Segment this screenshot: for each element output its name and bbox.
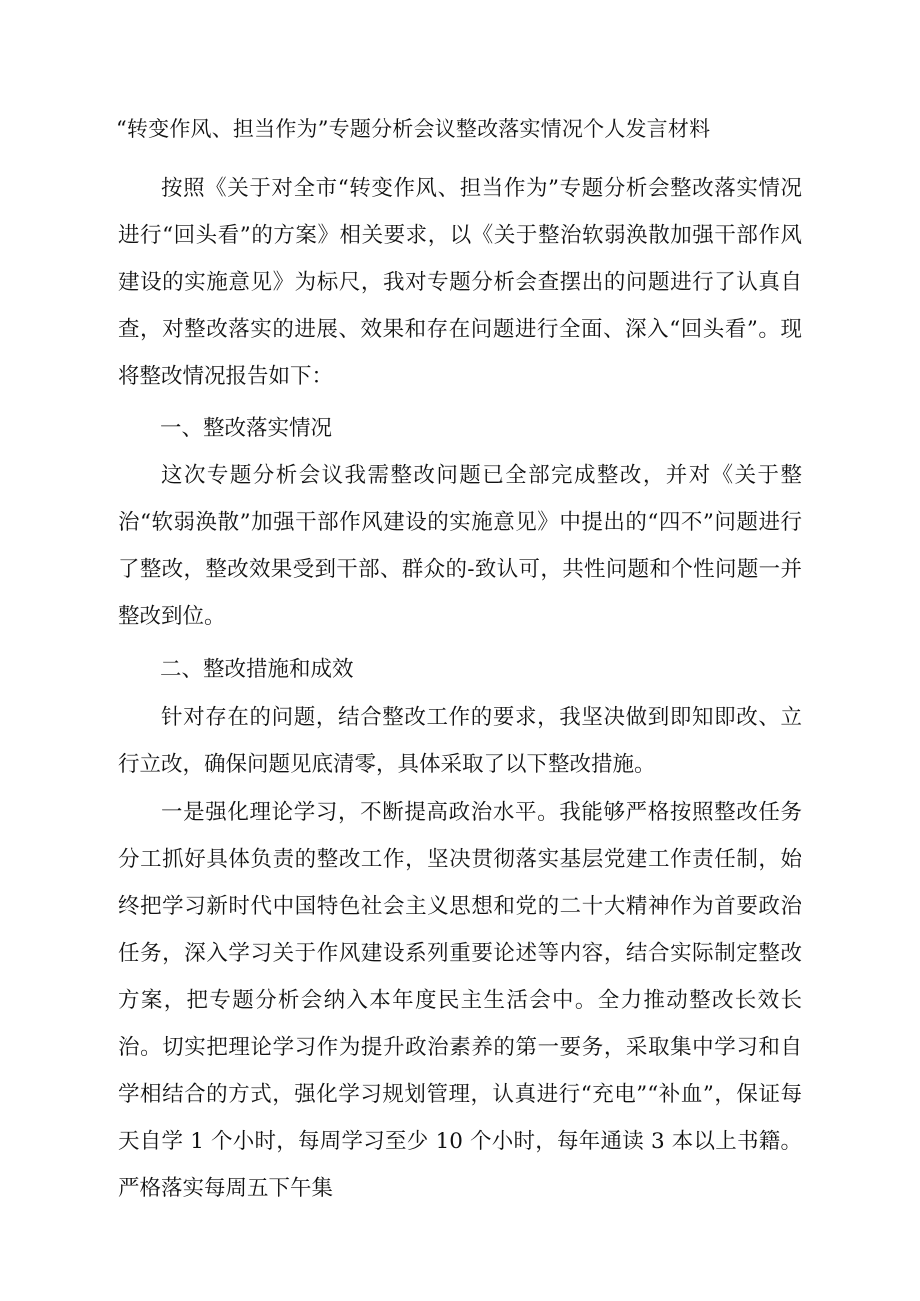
section-heading-1: 一、整改落实情况 (160, 416, 333, 441)
section-heading-2: 二、整改措施和成效 (160, 657, 354, 682)
document-title: “转变作风、担当作为”专题分析会议整改落实情况个人发言材料 (116, 117, 711, 141)
paragraph-measure-1: 一是强化理论学习，不断提高政治水平。我能够严格按照整改任务分工抓好具体负责的整改工作，坚决贯彻落实基层党建工作责任制，始终把学习新时代中国特色社会主义思想和党的二十大精神作为首要政治任务，深入学习关于作风建设系列重要论述等内容，结合实际制定整改方案，把专题分析会纳入本年度民主生活会中。全力推动整改长效长治。切实把理论学习作为提升政治素养的第一要务，采取集中学习和自学相结合的方式，强化学习规划管理，认真进行“充电”“补血”，保证每天自学 1 个小时，每周学习至少 10 个小时，每年通读 3 本以上书籍。严格落实每周五下午集 (118, 800, 802, 1201)
paragraph-intro: 按照《关于对全市“转变作风、担当作为”专题分析会整改落实情况进行“回头看”的方案》相关要求，以《关于整治软弱涣散加强干部作风建设的实施意见》为标尺，我对专题分析会查摆出的问题进行了认真自查，对整改落实的进展、效果和存在问题进行全面、深入“回头看”。现将整改情况报告如下： (118, 176, 802, 389)
paragraph-section-1: 这次专题分析会议我需整改问题已全部完成整改，并对《关于整治“软弱涣散”加强干部作风建设的实施意见》中提出的“四不”问题进行了整改，整改效果受到干部、群众的-致认可，共性问题和个性问题一并整改到位。 (118, 463, 802, 629)
paragraph-section-2-intro: 针对存在的问题，结合整改工作的要求，我坚决做到即知即改、立行立改，确保问题见底清零，具体采取了以下整改措施。 (118, 705, 802, 777)
